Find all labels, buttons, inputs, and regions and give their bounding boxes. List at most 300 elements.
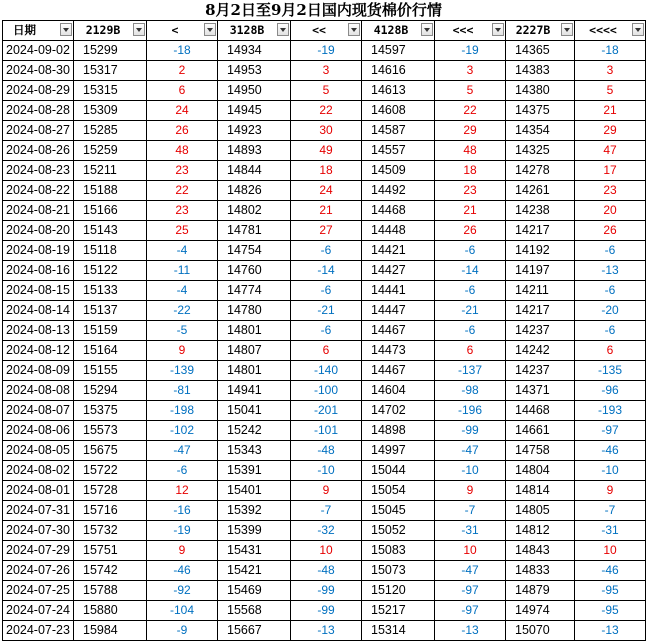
price-cell[interactable]: 15667: [218, 621, 291, 641]
date-cell[interactable]: 2024-08-23: [3, 161, 74, 181]
column-header-3128b-change[interactable]: [291, 21, 362, 41]
date-cell[interactable]: 2024-08-13: [3, 321, 74, 341]
date-cell[interactable]: 2024-08-14: [3, 301, 74, 321]
table-row: [3, 601, 646, 621]
change-cell[interactable]: -6: [291, 241, 362, 261]
price-cell[interactable]: 14468: [362, 201, 435, 221]
price-cell[interactable]: 14833: [506, 561, 575, 581]
change-cell[interactable]: -48: [291, 441, 362, 461]
price-cell[interactable]: 14365: [506, 41, 575, 61]
price-cell[interactable]: 14467: [362, 321, 435, 341]
change-cell[interactable]: 24: [291, 181, 362, 201]
price-cell[interactable]: 14801: [218, 321, 291, 341]
price-cell[interactable]: 15469: [218, 581, 291, 601]
price-cell[interactable]: 15045: [362, 501, 435, 521]
change-cell[interactable]: -135: [575, 361, 646, 381]
change-cell[interactable]: -22: [147, 301, 218, 321]
price-cell[interactable]: 15083: [362, 541, 435, 561]
change-cell[interactable]: -21: [291, 301, 362, 321]
change-cell[interactable]: 9: [147, 541, 218, 561]
price-cell[interactable]: 15188: [74, 181, 147, 201]
filter-dropdown-icon[interactable]: [60, 23, 72, 36]
price-cell[interactable]: 14923: [218, 121, 291, 141]
change-cell[interactable]: 48: [435, 141, 506, 161]
price-cell[interactable]: 14843: [506, 541, 575, 561]
filter-dropdown-icon[interactable]: [204, 23, 216, 36]
column-header-2227b[interactable]: [506, 21, 575, 41]
change-cell[interactable]: 30: [291, 121, 362, 141]
change-cell[interactable]: 5: [291, 81, 362, 101]
column-header-2129b-change[interactable]: [147, 21, 218, 41]
change-cell[interactable]: 26: [575, 221, 646, 241]
change-cell[interactable]: -13: [575, 261, 646, 281]
price-cell[interactable]: 14608: [362, 101, 435, 121]
change-cell[interactable]: -20: [575, 301, 646, 321]
change-cell[interactable]: 17: [575, 161, 646, 181]
change-cell[interactable]: -81: [147, 381, 218, 401]
change-cell[interactable]: 22: [147, 181, 218, 201]
change-cell[interactable]: 3: [291, 61, 362, 81]
change-cell[interactable]: 5: [435, 81, 506, 101]
price-cell[interactable]: 15285: [74, 121, 147, 141]
price-cell[interactable]: 14448: [362, 221, 435, 241]
change-cell[interactable]: -99: [291, 581, 362, 601]
price-cell[interactable]: 14945: [218, 101, 291, 121]
change-cell[interactable]: -4: [147, 241, 218, 261]
change-cell[interactable]: -47: [147, 441, 218, 461]
change-cell[interactable]: -6: [291, 321, 362, 341]
price-cell[interactable]: 14492: [362, 181, 435, 201]
change-cell[interactable]: 9: [435, 481, 506, 501]
column-header-2227b-change[interactable]: [575, 21, 646, 41]
column-header-3128b[interactable]: [218, 21, 291, 41]
price-cell[interactable]: 15122: [74, 261, 147, 281]
change-cell[interactable]: -139: [147, 361, 218, 381]
change-cell[interactable]: 6: [435, 341, 506, 361]
price-cell[interactable]: 14616: [362, 61, 435, 81]
date-cell[interactable]: 2024-07-24: [3, 601, 74, 621]
date-cell[interactable]: 2024-08-28: [3, 101, 74, 121]
change-cell[interactable]: -6: [575, 281, 646, 301]
change-cell[interactable]: 10: [291, 541, 362, 561]
table-row: [3, 241, 646, 261]
price-cell[interactable]: 15143: [74, 221, 147, 241]
change-cell[interactable]: -47: [435, 561, 506, 581]
change-cell[interactable]: -193: [575, 401, 646, 421]
price-cell[interactable]: 14427: [362, 261, 435, 281]
change-cell[interactable]: 6: [291, 341, 362, 361]
price-cell[interactable]: 14242: [506, 341, 575, 361]
date-cell[interactable]: 2024-08-07: [3, 401, 74, 421]
price-cell[interactable]: 15070: [506, 621, 575, 641]
price-cell[interactable]: 14774: [218, 281, 291, 301]
date-cell[interactable]: 2024-08-22: [3, 181, 74, 201]
change-cell[interactable]: 21: [575, 101, 646, 121]
change-cell[interactable]: -6: [435, 281, 506, 301]
table-row: [3, 541, 646, 561]
change-cell[interactable]: -6: [575, 241, 646, 261]
change-cell[interactable]: -46: [575, 561, 646, 581]
price-cell[interactable]: 14354: [506, 121, 575, 141]
price-cell[interactable]: 15315: [74, 81, 147, 101]
price-cell[interactable]: 14754: [218, 241, 291, 261]
price-cell[interactable]: 14278: [506, 161, 575, 181]
price-cell[interactable]: 15242: [218, 421, 291, 441]
price-cell[interactable]: 14509: [362, 161, 435, 181]
price-cell[interactable]: 14812: [506, 521, 575, 541]
date-cell[interactable]: 2024-08-30: [3, 61, 74, 81]
change-cell[interactable]: -98: [435, 381, 506, 401]
change-cell[interactable]: -47: [435, 441, 506, 461]
price-cell[interactable]: 15299: [74, 41, 147, 61]
change-cell[interactable]: -95: [575, 601, 646, 621]
price-cell[interactable]: 14473: [362, 341, 435, 361]
change-cell[interactable]: 6: [147, 81, 218, 101]
table-row: [3, 501, 646, 521]
change-cell[interactable]: -198: [147, 401, 218, 421]
price-cell[interactable]: 14934: [218, 41, 291, 61]
change-cell[interactable]: 26: [147, 121, 218, 141]
change-cell[interactable]: -97: [435, 581, 506, 601]
date-cell[interactable]: 2024-08-05: [3, 441, 74, 461]
change-cell[interactable]: 23: [575, 181, 646, 201]
change-cell[interactable]: -46: [147, 561, 218, 581]
column-header-label: 2129B: [85, 23, 121, 37]
change-cell[interactable]: 25: [147, 221, 218, 241]
price-cell[interactable]: 14597: [362, 41, 435, 61]
price-cell[interactable]: 14325: [506, 141, 575, 161]
price-cell[interactable]: 15728: [74, 481, 147, 501]
price-cell[interactable]: 14467: [362, 361, 435, 381]
change-cell[interactable]: -10: [435, 461, 506, 481]
price-cell[interactable]: 14613: [362, 81, 435, 101]
change-cell[interactable]: -14: [435, 261, 506, 281]
change-cell[interactable]: 22: [291, 101, 362, 121]
price-cell[interactable]: 15573: [74, 421, 147, 441]
change-cell[interactable]: 20: [575, 201, 646, 221]
change-cell[interactable]: -48: [291, 561, 362, 581]
price-cell[interactable]: 14604: [362, 381, 435, 401]
change-cell[interactable]: -6: [435, 321, 506, 341]
price-cell[interactable]: 14974: [506, 601, 575, 621]
change-cell[interactable]: 22: [435, 101, 506, 121]
date-cell[interactable]: 2024-08-12: [3, 341, 74, 361]
price-cell[interactable]: 14760: [218, 261, 291, 281]
change-cell[interactable]: 29: [435, 121, 506, 141]
price-cell[interactable]: 15044: [362, 461, 435, 481]
date-cell[interactable]: 2024-08-02: [3, 461, 74, 481]
price-cell[interactable]: 14804: [506, 461, 575, 481]
price-cell[interactable]: 14893: [218, 141, 291, 161]
price-cell[interactable]: 14238: [506, 201, 575, 221]
price-cell[interactable]: 15392: [218, 501, 291, 521]
date-cell[interactable]: 2024-08-29: [3, 81, 74, 101]
column-header-4128b[interactable]: [362, 21, 435, 41]
change-cell[interactable]: -104: [147, 601, 218, 621]
price-cell[interactable]: 14237: [506, 361, 575, 381]
change-cell[interactable]: -100: [291, 381, 362, 401]
price-cell[interactable]: 14997: [362, 441, 435, 461]
price-cell[interactable]: 15788: [74, 581, 147, 601]
change-cell[interactable]: -101: [291, 421, 362, 441]
date-cell[interactable]: 2024-08-16: [3, 261, 74, 281]
price-cell[interactable]: 14758: [506, 441, 575, 461]
price-cell[interactable]: 15317: [74, 61, 147, 81]
date-cell[interactable]: 2024-07-29: [3, 541, 74, 561]
price-cell[interactable]: 14950: [218, 81, 291, 101]
change-cell[interactable]: -6: [435, 241, 506, 261]
price-cell[interactable]: 15722: [74, 461, 147, 481]
change-cell[interactable]: 29: [575, 121, 646, 141]
date-cell[interactable]: 2024-08-09: [3, 361, 74, 381]
change-cell[interactable]: -9: [147, 621, 218, 641]
date-cell[interactable]: 2024-07-25: [3, 581, 74, 601]
change-cell[interactable]: -46: [575, 441, 646, 461]
filter-dropdown-icon[interactable]: [348, 23, 360, 36]
price-cell[interactable]: 14814: [506, 481, 575, 501]
price-cell[interactable]: 15391: [218, 461, 291, 481]
change-cell[interactable]: -14: [291, 261, 362, 281]
change-cell[interactable]: -13: [435, 621, 506, 641]
change-cell[interactable]: -92: [147, 581, 218, 601]
date-cell[interactable]: 2024-08-19: [3, 241, 74, 261]
date-cell[interactable]: 2024-09-02: [3, 41, 74, 61]
price-cell[interactable]: 14468: [506, 401, 575, 421]
price-cell[interactable]: 15431: [218, 541, 291, 561]
price-cell[interactable]: 14557: [362, 141, 435, 161]
price-cell[interactable]: 14421: [362, 241, 435, 261]
column-header-4128b-change[interactable]: [435, 21, 506, 41]
change-cell[interactable]: 18: [435, 161, 506, 181]
price-cell[interactable]: 15164: [74, 341, 147, 361]
price-cell[interactable]: 14702: [362, 401, 435, 421]
price-cell[interactable]: 15041: [218, 401, 291, 421]
change-cell[interactable]: -137: [435, 361, 506, 381]
change-cell[interactable]: -4: [147, 281, 218, 301]
change-cell[interactable]: 12: [147, 481, 218, 501]
filter-dropdown-icon[interactable]: [421, 23, 433, 36]
change-cell[interactable]: -97: [435, 601, 506, 621]
change-cell[interactable]: -19: [291, 41, 362, 61]
change-cell[interactable]: 23: [147, 201, 218, 221]
change-cell[interactable]: -196: [435, 401, 506, 421]
price-cell[interactable]: 14380: [506, 81, 575, 101]
change-cell[interactable]: 9: [147, 341, 218, 361]
filter-dropdown-icon[interactable]: [133, 23, 145, 36]
price-cell[interactable]: 14383: [506, 61, 575, 81]
price-cell[interactable]: 15751: [74, 541, 147, 561]
change-cell[interactable]: 26: [435, 221, 506, 241]
price-cell[interactable]: 15052: [362, 521, 435, 541]
change-cell[interactable]: -96: [575, 381, 646, 401]
price-cell[interactable]: 14805: [506, 501, 575, 521]
change-cell[interactable]: -13: [291, 621, 362, 641]
price-cell[interactable]: 15343: [218, 441, 291, 461]
price-cell[interactable]: 14898: [362, 421, 435, 441]
price-cell[interactable]: 15716: [74, 501, 147, 521]
change-cell[interactable]: -10: [575, 461, 646, 481]
price-cell[interactable]: 15118: [74, 241, 147, 261]
change-cell[interactable]: 27: [291, 221, 362, 241]
change-cell[interactable]: 21: [291, 201, 362, 221]
table-row: [3, 161, 646, 181]
price-cell[interactable]: 15732: [74, 521, 147, 541]
date-cell[interactable]: 2024-08-15: [3, 281, 74, 301]
change-cell[interactable]: -140: [291, 361, 362, 381]
change-cell[interactable]: 48: [147, 141, 218, 161]
filter-dropdown-icon[interactable]: [561, 23, 573, 36]
change-cell[interactable]: 10: [575, 541, 646, 561]
price-cell[interactable]: 14237: [506, 321, 575, 341]
price-cell[interactable]: 14211: [506, 281, 575, 301]
change-cell[interactable]: -11: [147, 261, 218, 281]
price-cell[interactable]: 14780: [218, 301, 291, 321]
change-cell[interactable]: 3: [575, 61, 646, 81]
change-cell[interactable]: 23: [147, 161, 218, 181]
filter-dropdown-icon[interactable]: [492, 23, 504, 36]
date-cell[interactable]: 2024-08-08: [3, 381, 74, 401]
price-cell[interactable]: 14661: [506, 421, 575, 441]
column-header-date[interactable]: [3, 21, 74, 41]
price-cell[interactable]: 15155: [74, 361, 147, 381]
change-cell[interactable]: -97: [575, 421, 646, 441]
price-cell[interactable]: 14441: [362, 281, 435, 301]
change-cell[interactable]: -31: [575, 521, 646, 541]
date-cell[interactable]: 2024-08-21: [3, 201, 74, 221]
table-row: [3, 181, 646, 201]
change-cell[interactable]: -6: [575, 321, 646, 341]
change-cell[interactable]: -7: [435, 501, 506, 521]
change-cell[interactable]: 49: [291, 141, 362, 161]
price-cell[interactable]: 14801: [218, 361, 291, 381]
date-cell[interactable]: 2024-08-06: [3, 421, 74, 441]
price-cell[interactable]: 15259: [74, 141, 147, 161]
price-cell[interactable]: 15120: [362, 581, 435, 601]
price-cell[interactable]: 14447: [362, 301, 435, 321]
change-cell[interactable]: -19: [435, 41, 506, 61]
change-cell[interactable]: 9: [291, 481, 362, 501]
change-cell[interactable]: 18: [291, 161, 362, 181]
change-cell[interactable]: -21: [435, 301, 506, 321]
price-cell[interactable]: 15421: [218, 561, 291, 581]
change-cell[interactable]: -10: [291, 461, 362, 481]
price-cell[interactable]: 15073: [362, 561, 435, 581]
change-cell[interactable]: -31: [435, 521, 506, 541]
price-cell[interactable]: 15880: [74, 601, 147, 621]
price-cell[interactable]: 14802: [218, 201, 291, 221]
price-cell[interactable]: 15399: [218, 521, 291, 541]
change-cell[interactable]: 5: [575, 81, 646, 101]
change-cell[interactable]: -102: [147, 421, 218, 441]
price-cell[interactable]: 15211: [74, 161, 147, 181]
change-cell[interactable]: 9: [575, 481, 646, 501]
price-cell[interactable]: 14192: [506, 241, 575, 261]
price-cell[interactable]: 14953: [218, 61, 291, 81]
date-cell[interactable]: 2024-08-20: [3, 221, 74, 241]
price-cell[interactable]: 15314: [362, 621, 435, 641]
column-header-2129b[interactable]: [74, 21, 147, 41]
price-cell[interactable]: 15675: [74, 441, 147, 461]
change-cell[interactable]: 3: [435, 61, 506, 81]
change-cell[interactable]: 10: [435, 541, 506, 561]
date-cell[interactable]: 2024-07-30: [3, 521, 74, 541]
price-cell[interactable]: 15742: [74, 561, 147, 581]
change-cell[interactable]: -18: [575, 41, 646, 61]
price-cell[interactable]: 15054: [362, 481, 435, 501]
table-row: [3, 201, 646, 221]
price-cell[interactable]: 14261: [506, 181, 575, 201]
date-cell[interactable]: 2024-08-26: [3, 141, 74, 161]
price-cell[interactable]: 14587: [362, 121, 435, 141]
change-cell[interactable]: -16: [147, 501, 218, 521]
date-cell[interactable]: 2024-07-26: [3, 561, 74, 581]
change-cell[interactable]: -99: [435, 421, 506, 441]
table-body: [3, 41, 646, 641]
change-cell[interactable]: 6: [575, 341, 646, 361]
change-cell[interactable]: -99: [291, 601, 362, 621]
price-cell[interactable]: 15137: [74, 301, 147, 321]
price-cell[interactable]: 14826: [218, 181, 291, 201]
change-cell[interactable]: -6: [291, 281, 362, 301]
filter-dropdown-icon[interactable]: [277, 23, 289, 36]
price-cell[interactable]: 14375: [506, 101, 575, 121]
price-cell[interactable]: 15401: [218, 481, 291, 501]
date-cell[interactable]: 2024-07-31: [3, 501, 74, 521]
change-cell[interactable]: -95: [575, 581, 646, 601]
date-cell[interactable]: 2024-08-27: [3, 121, 74, 141]
price-cell[interactable]: 15294: [74, 381, 147, 401]
change-cell[interactable]: 23: [435, 181, 506, 201]
price-cell[interactable]: 14371: [506, 381, 575, 401]
price-cell[interactable]: 14197: [506, 261, 575, 281]
change-cell[interactable]: 2: [147, 61, 218, 81]
change-cell[interactable]: -13: [575, 621, 646, 641]
price-cell[interactable]: 15375: [74, 401, 147, 421]
price-cell[interactable]: 15159: [74, 321, 147, 341]
change-cell[interactable]: -5: [147, 321, 218, 341]
change-cell[interactable]: -7: [291, 501, 362, 521]
price-cell[interactable]: 15166: [74, 201, 147, 221]
change-cell[interactable]: -32: [291, 521, 362, 541]
date-cell[interactable]: 2024-07-23: [3, 621, 74, 641]
price-cell[interactable]: 14941: [218, 381, 291, 401]
price-cell[interactable]: 14217: [506, 221, 575, 241]
change-cell[interactable]: 47: [575, 141, 646, 161]
price-cell[interactable]: 14807: [218, 341, 291, 361]
price-cell[interactable]: 15309: [74, 101, 147, 121]
change-cell[interactable]: 21: [435, 201, 506, 221]
change-cell[interactable]: 24: [147, 101, 218, 121]
change-cell[interactable]: -7: [575, 501, 646, 521]
price-cell[interactable]: 14844: [218, 161, 291, 181]
table-row: [3, 401, 646, 421]
change-cell[interactable]: -201: [291, 401, 362, 421]
date-cell[interactable]: 2024-08-01: [3, 481, 74, 501]
price-cell[interactable]: 15984: [74, 621, 147, 641]
price-cell[interactable]: 14781: [218, 221, 291, 241]
table-row: [3, 441, 646, 461]
price-cell[interactable]: 14879: [506, 581, 575, 601]
change-cell[interactable]: -18: [147, 41, 218, 61]
change-cell[interactable]: -6: [147, 461, 218, 481]
price-cell[interactable]: 15568: [218, 601, 291, 621]
change-cell[interactable]: -19: [147, 521, 218, 541]
filter-dropdown-icon[interactable]: [632, 23, 644, 36]
price-cell[interactable]: 15217: [362, 601, 435, 621]
table-row: [3, 41, 646, 61]
price-cell[interactable]: 14217: [506, 301, 575, 321]
price-cell[interactable]: 15133: [74, 281, 147, 301]
